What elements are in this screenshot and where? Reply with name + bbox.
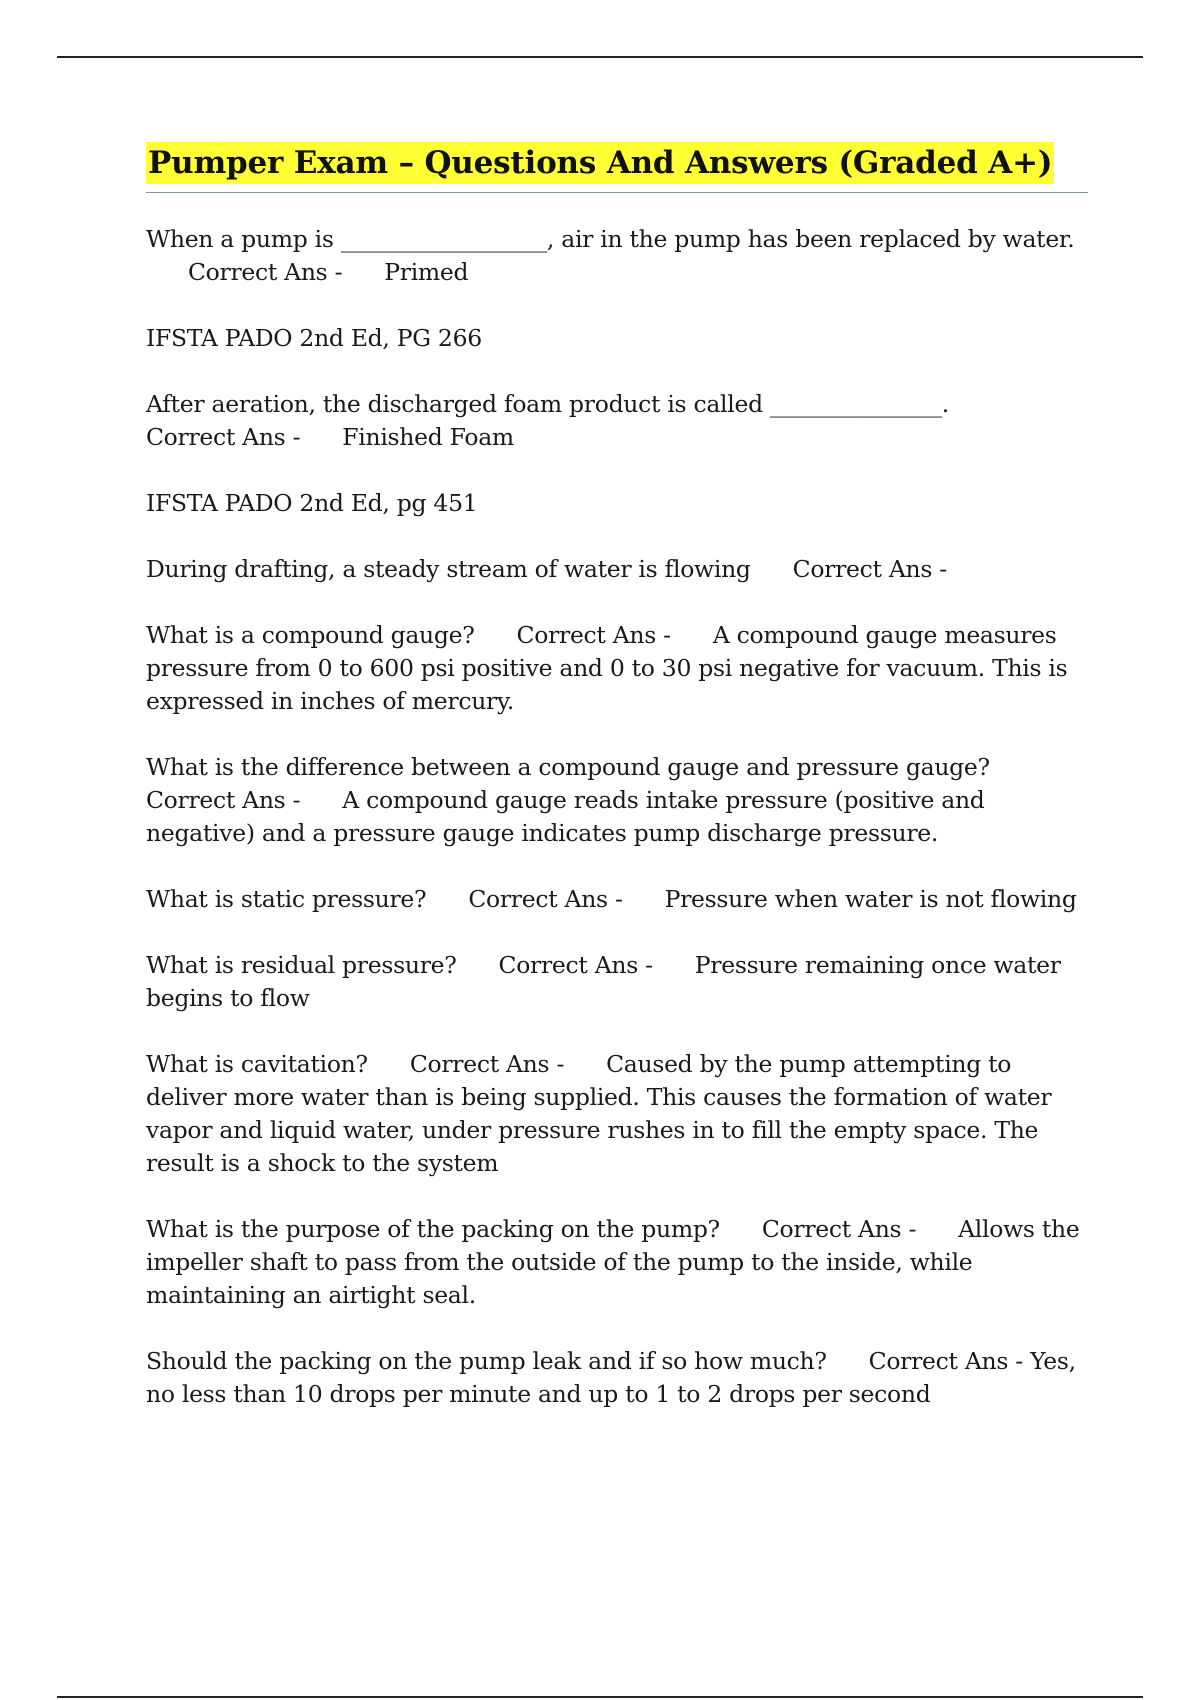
question-text: After aeration, the discharged foam product is called _______________.	[146, 390, 949, 418]
qa-item	[146, 388, 1088, 454]
answer-text: Primed	[384, 258, 469, 286]
answer-text: A compound gauge reads intake pressure (positive and negative) and a pressure gauge indicates pump discharge pressure.	[146, 786, 985, 847]
correct-ans-label: Correct Ans -	[188, 258, 343, 286]
document-title: Pumper Exam – Questions And Answers (Graded A+)	[146, 142, 1054, 184]
reference-text: IFSTA PADO 2nd Ed, pg 451	[146, 489, 478, 517]
correct-ans-label: Correct Ans -	[761, 1215, 917, 1243]
answer-text: Finished Foam	[342, 423, 514, 451]
correct-ans-label: Correct Ans -	[516, 621, 671, 649]
answer-text: A compound gauge measures pressure from 0 to 600 psi positive and 0 to 30 psi negative for vacuum. This is expressed in inches of mercury.	[146, 621, 1068, 715]
question-text: During drafting, a steady stream of water is flowing	[146, 555, 751, 583]
question-text: Should the packing on the pump leak and if so how much?	[146, 1347, 827, 1375]
question-text: What is residual pressure?	[146, 951, 457, 979]
question-text: What is a compound gauge?	[146, 621, 475, 649]
qa-item	[146, 1213, 1088, 1312]
question-text: When a pump is __________________, air in the pump has been replaced by water.	[146, 225, 1075, 253]
correct-ans-label: Correct Ans -	[792, 555, 947, 583]
qa-item	[146, 553, 1088, 586]
reference-item	[146, 487, 1088, 520]
answer-text: Yes, no less than 10 drops per minute and up to 1 to 2 drops per second	[146, 1347, 1076, 1408]
correct-ans-label: Correct Ans -	[146, 423, 301, 451]
question-text: What is static pressure?	[146, 885, 427, 913]
reference-item	[146, 322, 1088, 355]
question-text: What is the difference between a compound gauge and pressure gauge?	[146, 753, 990, 781]
correct-ans-label: Correct Ans -	[468, 885, 623, 913]
answer-text: Allows the impeller shaft to pass from the outside of the pump to the inside, while maintaining an airtight seal.	[146, 1215, 1080, 1309]
qa-item	[146, 1345, 1088, 1411]
answer-text: Pressure remaining once water begins to flow	[146, 951, 1061, 1012]
qa-item	[146, 1048, 1088, 1180]
document-body	[146, 142, 1088, 1444]
question-text: What is the purpose of the packing on the pump?	[146, 1215, 720, 1243]
question-text: What is cavitation?	[146, 1050, 368, 1078]
correct-ans-label: Correct Ans -	[498, 951, 653, 979]
correct-ans-label: Correct Ans -	[868, 1347, 1023, 1375]
answer-text: Pressure when water is not flowing	[664, 885, 1077, 913]
page-top-rule	[57, 56, 1143, 58]
reference-text: IFSTA PADO 2nd Ed, PG 266	[146, 324, 482, 352]
answer-text: Caused by the pump attempting to deliver more water than is being supplied. This causes the formation of water vapor and liquid water, under pressure rushes in to fill the empty space. The result is a shock to the system	[146, 1050, 1052, 1177]
title-block	[146, 142, 1088, 193]
page-bottom-rule	[57, 1696, 1143, 1698]
qa-item	[146, 223, 1088, 289]
correct-ans-label: Correct Ans -	[146, 786, 301, 814]
qa-item	[146, 751, 1088, 850]
qa-item	[146, 949, 1088, 1015]
qa-item	[146, 883, 1088, 916]
correct-ans-label: Correct Ans -	[409, 1050, 565, 1078]
qa-item	[146, 619, 1088, 718]
